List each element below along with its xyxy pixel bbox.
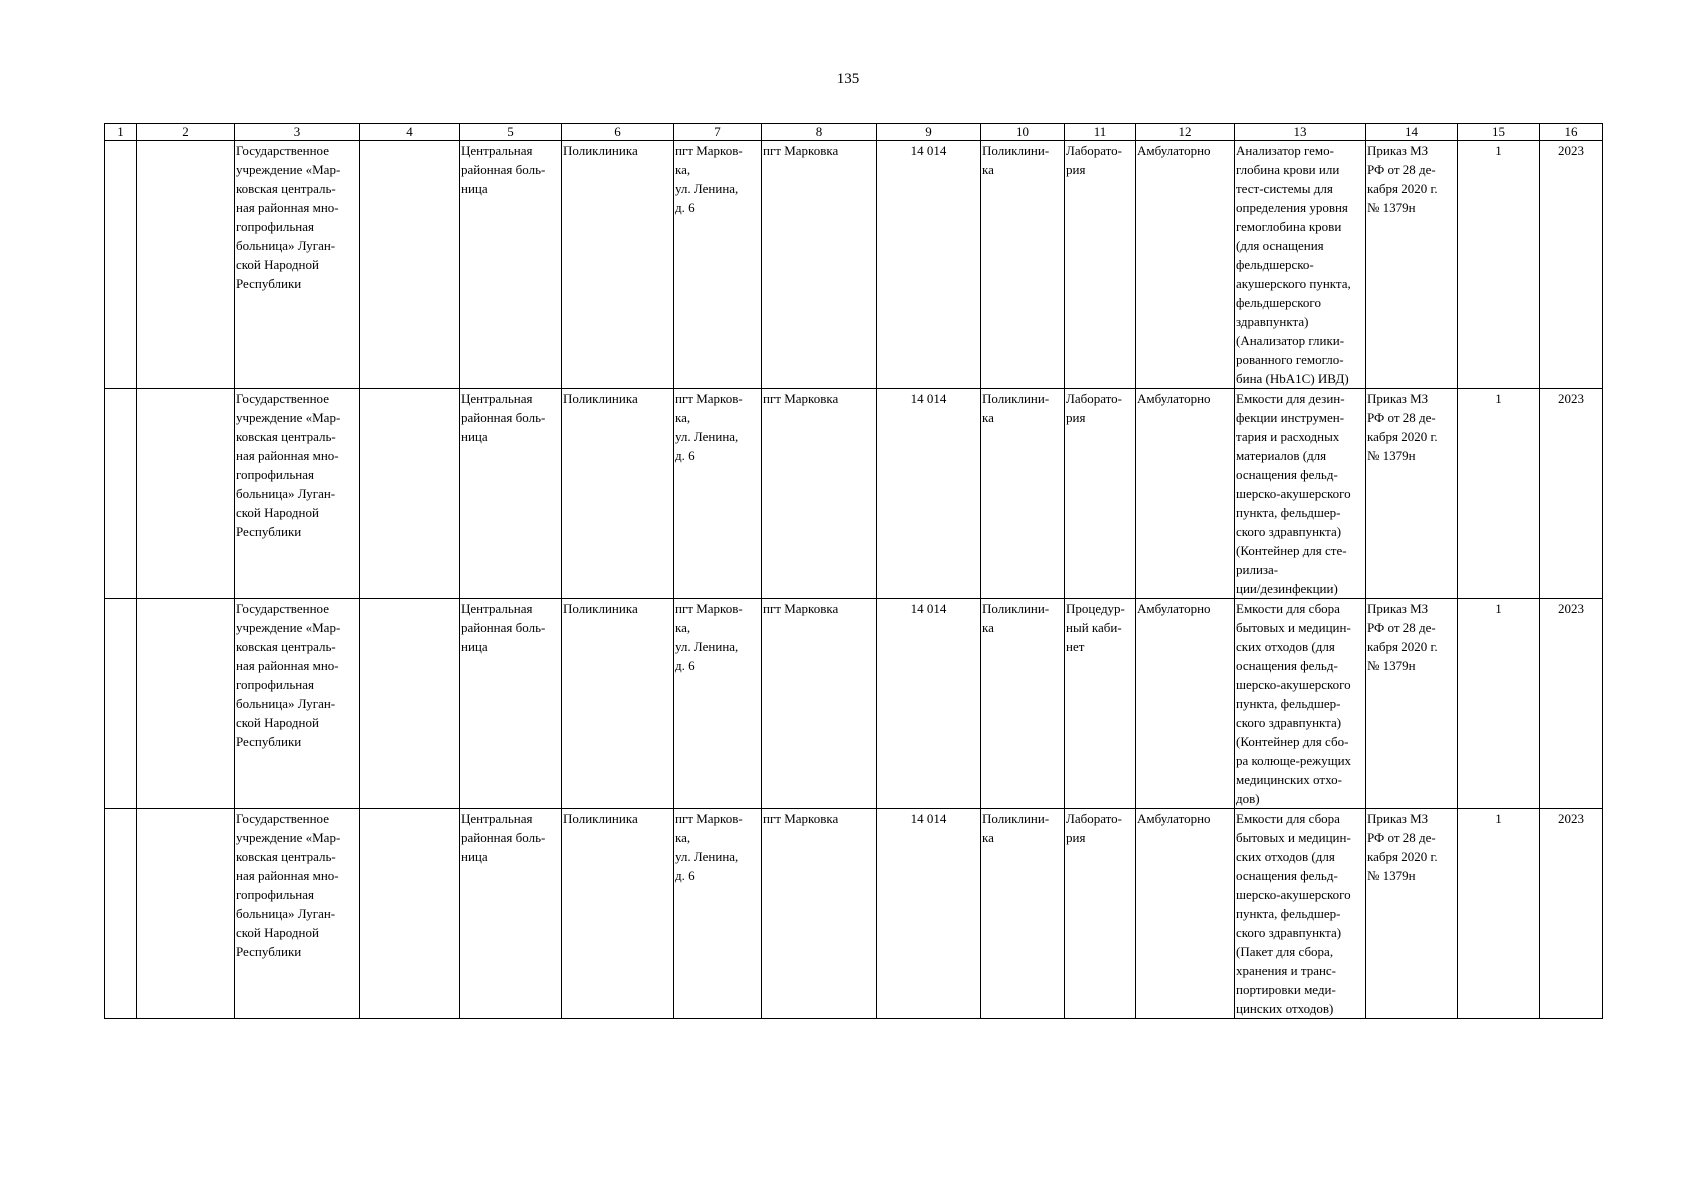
cell-line: пгт Марков- (675, 391, 743, 406)
cell-line: материалов (для (1236, 448, 1327, 463)
cell-line: Государственное (236, 143, 329, 158)
cell-equipment (1235, 809, 1366, 1019)
cell-unit (562, 141, 674, 389)
cell-line: Республики (236, 524, 302, 539)
cell-line: Поликлиника (563, 143, 638, 158)
cell-line: Лаборато- (1066, 143, 1122, 158)
cell-line: ского здравпункта) (1236, 715, 1342, 730)
cell-institution (235, 141, 360, 389)
cell-line: тария и расходных (1236, 429, 1340, 444)
column-header: 3 (235, 124, 360, 141)
cell-line: № 1379н (1367, 200, 1416, 215)
column-header: 2 (137, 124, 235, 141)
cell-line: ского здравпункта) (1236, 925, 1342, 940)
cell-line: ная районная мно- (236, 868, 339, 883)
column-header: 5 (460, 124, 562, 141)
cell-line: гопрофильная (236, 467, 314, 482)
cell-line: бытовых и медицин- (1236, 620, 1351, 635)
cell-line: цинских отходов) (1236, 1001, 1334, 1016)
cell-line: ница (461, 429, 488, 444)
cell-line: РФ от 28 де- (1367, 410, 1436, 425)
cell-line: рия (1066, 410, 1086, 425)
cell-line: ул. Ленина, (675, 429, 739, 444)
cell-line: медицинских отхо- (1236, 772, 1342, 787)
cell-line: Центральная (461, 143, 533, 158)
cell-line: гопрофильная (236, 219, 314, 234)
column-header: 9 (877, 124, 981, 141)
cell-number (105, 599, 137, 809)
cell-institution (235, 599, 360, 809)
cell-line: ка (982, 410, 994, 425)
cell-quantity: 1 (1458, 389, 1540, 599)
cell-line: пгт Марков- (675, 143, 743, 158)
cell-line: оснащения фельд- (1236, 467, 1338, 482)
cell-order (1366, 141, 1458, 389)
cell-line: шерско-акушерского (1236, 677, 1351, 692)
cell-quantity: 1 (1458, 599, 1540, 809)
cell-line: Лаборато- (1066, 391, 1122, 406)
cell-line: д. 6 (675, 200, 695, 215)
cell-line: кабря 2020 г. (1367, 639, 1438, 654)
cell-hospital-type (460, 389, 562, 599)
cell-col-4 (360, 599, 460, 809)
cell-line: Центральная (461, 391, 533, 406)
cell-line: ковская централь- (236, 181, 336, 196)
table-body (105, 141, 1603, 1019)
cell-line: РФ от 28 де- (1367, 830, 1436, 845)
cell-line: нет (1066, 639, 1085, 654)
cell-number (105, 389, 137, 599)
cell-line: гопрофильная (236, 677, 314, 692)
cell-line: оснащения фельд- (1236, 868, 1338, 883)
cell-oktmo-code: 14 014 (877, 141, 981, 389)
cell-line: РФ от 28 де- (1367, 162, 1436, 177)
cell-line: Государственное (236, 391, 329, 406)
cell-line: учреждение «Мар- (236, 410, 341, 425)
cell-line: Приказ МЗ (1367, 811, 1429, 826)
cell-line: гемоглобина крови (1236, 219, 1342, 234)
cell-address (674, 141, 762, 389)
cell-line: Центральная (461, 811, 533, 826)
cell-line: ка, (675, 830, 691, 845)
cell-institution (235, 389, 360, 599)
cell-line: Лаборато- (1066, 811, 1122, 826)
cell-care-type (1136, 809, 1235, 1019)
cell-line: ковская централь- (236, 429, 336, 444)
cell-line: № 1379н (1367, 868, 1416, 883)
column-header: 14 (1366, 124, 1458, 141)
cell-line: шерско-акушерского (1236, 486, 1351, 501)
cell-year: 2023 (1540, 809, 1603, 1019)
cell-line: ского здравпункта) (1236, 524, 1342, 539)
cell-line: кабря 2020 г. (1367, 181, 1438, 196)
column-header: 6 (562, 124, 674, 141)
cell-line: Процедур- (1066, 601, 1125, 616)
cell-unit (562, 809, 674, 1019)
cell-line: ка (982, 830, 994, 845)
cell-address (674, 809, 762, 1019)
cell-order (1366, 599, 1458, 809)
cell-line: ная районная мно- (236, 448, 339, 463)
cell-address (674, 599, 762, 809)
cell-room (1065, 809, 1136, 1019)
cell-line: ница (461, 181, 488, 196)
cell-unit (562, 389, 674, 599)
column-header: 1 (105, 124, 137, 141)
cell-care-type (1136, 599, 1235, 809)
cell-line: Приказ МЗ (1367, 601, 1429, 616)
cell-line: оснащения фельд- (1236, 658, 1338, 673)
column-header: 16 (1540, 124, 1603, 141)
cell-line: больница» Луган- (236, 486, 336, 501)
cell-line: дов) (1236, 791, 1260, 806)
cell-line: ная районная мно- (236, 658, 339, 673)
cell-line: Поликлиника (563, 811, 638, 826)
cell-line: рия (1066, 162, 1086, 177)
cell-line: Амбулаторно (1137, 391, 1211, 406)
cell-hospital-type (460, 809, 562, 1019)
cell-line: Поликлини- (982, 143, 1050, 158)
cell-year: 2023 (1540, 389, 1603, 599)
cell-line: ковская централь- (236, 639, 336, 654)
cell-oktmo-code: 14 014 (877, 389, 981, 599)
cell-line: (Контейнер для сбо- (1236, 734, 1349, 749)
column-header: 11 (1065, 124, 1136, 141)
cell-line: ской Народной (236, 257, 319, 272)
cell-line: ской Народной (236, 925, 319, 940)
cell-line: ный каби- (1066, 620, 1122, 635)
cell-line: ул. Ленина, (675, 849, 739, 864)
cell-line: ковская централь- (236, 849, 336, 864)
cell-line: ской Народной (236, 715, 319, 730)
cell-address (674, 389, 762, 599)
table-row (105, 599, 1603, 809)
cell-col-2 (137, 809, 235, 1019)
cell-line: Поликлиника (563, 601, 638, 616)
cell-department (981, 389, 1065, 599)
cell-line: больница» Луган- (236, 696, 336, 711)
cell-department (981, 141, 1065, 389)
cell-col-4 (360, 389, 460, 599)
cell-line: Республики (236, 944, 302, 959)
cell-line: глобина крови или (1236, 162, 1340, 177)
cell-line: ка (982, 620, 994, 635)
cell-line: пункта, фельдшер- (1236, 696, 1341, 711)
cell-line: № 1379н (1367, 448, 1416, 463)
equipment-table (104, 123, 1603, 1019)
cell-equipment (1235, 141, 1366, 389)
cell-line: акушерского пункта, (1236, 276, 1351, 291)
cell-settlement (762, 599, 877, 809)
cell-line: районная боль- (461, 620, 546, 635)
cell-room (1065, 599, 1136, 809)
cell-line: Амбулаторно (1137, 811, 1211, 826)
cell-line: пгт Марков- (675, 601, 743, 616)
cell-room (1065, 141, 1136, 389)
cell-line: Центральная (461, 601, 533, 616)
cell-col-2 (137, 599, 235, 809)
cell-line: ских отходов (для (1236, 849, 1335, 864)
cell-line: гопрофильная (236, 887, 314, 902)
cell-department (981, 809, 1065, 1019)
cell-line: районная боль- (461, 410, 546, 425)
cell-line: № 1379н (1367, 658, 1416, 673)
cell-line: ница (461, 849, 488, 864)
cell-line: шерско-акушерского (1236, 887, 1351, 902)
cell-line: ка (982, 162, 994, 177)
cell-line: ка, (675, 410, 691, 425)
cell-department (981, 599, 1065, 809)
cell-line: (для оснащения (1236, 238, 1324, 253)
cell-line: ра колюще-режущих (1236, 753, 1352, 768)
table-row (105, 389, 1603, 599)
cell-line: ул. Ленина, (675, 181, 739, 196)
table-row (105, 809, 1603, 1019)
cell-line: пгт Марковка (763, 391, 839, 406)
cell-settlement (762, 141, 877, 389)
cell-line: бытовых и медицин- (1236, 830, 1351, 845)
cell-line: Республики (236, 734, 302, 749)
cell-line: ная районная мно- (236, 200, 339, 215)
cell-line: кабря 2020 г. (1367, 849, 1438, 864)
cell-oktmo-code: 14 014 (877, 599, 981, 809)
cell-quantity: 1 (1458, 141, 1540, 389)
cell-line: Емкости для дезин- (1236, 391, 1345, 406)
cell-line: определения уровня (1236, 200, 1348, 215)
cell-equipment (1235, 389, 1366, 599)
column-header: 15 (1458, 124, 1540, 141)
cell-line: РФ от 28 де- (1367, 620, 1436, 635)
cell-line: Поликлини- (982, 811, 1050, 826)
cell-year: 2023 (1540, 141, 1603, 389)
cell-line: районная боль- (461, 162, 546, 177)
cell-line: Приказ МЗ (1367, 391, 1429, 406)
cell-line: хранения и транс- (1236, 963, 1337, 978)
cell-line: рованного гемогло- (1236, 352, 1344, 367)
cell-line: д. 6 (675, 658, 695, 673)
cell-line: районная боль- (461, 830, 546, 845)
page-number: 135 (836, 71, 860, 87)
cell-hospital-type (460, 141, 562, 389)
cell-line: больница» Луган- (236, 906, 336, 921)
cell-quantity: 1 (1458, 809, 1540, 1019)
cell-care-type (1136, 389, 1235, 599)
cell-line: рия (1066, 830, 1086, 845)
cell-line: Государственное (236, 601, 329, 616)
cell-line: ской Народной (236, 505, 319, 520)
column-header: 12 (1136, 124, 1235, 141)
table-row (105, 141, 1603, 389)
cell-year: 2023 (1540, 599, 1603, 809)
cell-equipment (1235, 599, 1366, 809)
cell-line: Поликлини- (982, 391, 1050, 406)
cell-line: Емкости для сбора (1236, 811, 1340, 826)
column-header: 10 (981, 124, 1065, 141)
cell-line: учреждение «Мар- (236, 830, 341, 845)
cell-line: ка, (675, 162, 691, 177)
cell-line: Амбулаторно (1137, 601, 1211, 616)
cell-room (1065, 389, 1136, 599)
cell-line: бина (HbA1C) ИВД) (1236, 371, 1349, 386)
cell-order (1366, 389, 1458, 599)
cell-line: Государственное (236, 811, 329, 826)
cell-line: ских отходов (для (1236, 639, 1335, 654)
cell-line: фельдшерского (1236, 295, 1321, 310)
cell-settlement (762, 809, 877, 1019)
cell-line: (Анализатор глики- (1236, 333, 1345, 348)
column-header: 4 (360, 124, 460, 141)
cell-line: Емкости для сбора (1236, 601, 1340, 616)
cell-unit (562, 599, 674, 809)
cell-line: (Пакет для сбора, (1236, 944, 1334, 959)
cell-line: пгт Марковка (763, 601, 839, 616)
cell-col-4 (360, 809, 460, 1019)
cell-order (1366, 809, 1458, 1019)
cell-col-2 (137, 141, 235, 389)
cell-line: кабря 2020 г. (1367, 429, 1438, 444)
cell-line: рилиза- (1236, 562, 1279, 577)
cell-oktmo-code: 14 014 (877, 809, 981, 1019)
cell-line: пункта, фельдшер- (1236, 505, 1341, 520)
cell-line: ции/дезинфекции) (1236, 581, 1338, 596)
cell-line: Амбулаторно (1137, 143, 1211, 158)
cell-number (105, 809, 137, 1019)
cell-line: Поликлиника (563, 391, 638, 406)
cell-line: Поликлини- (982, 601, 1050, 616)
cell-institution (235, 809, 360, 1019)
cell-line: здравпункта) (1236, 314, 1309, 329)
cell-line: Республики (236, 276, 302, 291)
cell-number (105, 141, 137, 389)
cell-hospital-type (460, 599, 562, 809)
cell-col-2 (137, 389, 235, 599)
cell-line: учреждение «Мар- (236, 162, 341, 177)
column-header: 7 (674, 124, 762, 141)
cell-line: пгт Марковка (763, 143, 839, 158)
cell-line: портировки меди- (1236, 982, 1336, 997)
cell-line: Приказ МЗ (1367, 143, 1429, 158)
cell-settlement (762, 389, 877, 599)
cell-line: учреждение «Мар- (236, 620, 341, 635)
cell-line: пункта, фельдшер- (1236, 906, 1341, 921)
cell-line: (Контейнер для сте- (1236, 543, 1347, 558)
cell-line: тест-системы для (1236, 181, 1333, 196)
cell-line: больница» Луган- (236, 238, 336, 253)
cell-line: пгт Марков- (675, 811, 743, 826)
cell-line: пгт Марковка (763, 811, 839, 826)
cell-line: Анализатор гемо- (1236, 143, 1334, 158)
cell-col-4 (360, 141, 460, 389)
cell-line: ул. Ленина, (675, 639, 739, 654)
cell-care-type (1136, 141, 1235, 389)
column-header: 8 (762, 124, 877, 141)
column-header: 13 (1235, 124, 1366, 141)
cell-line: фельдшерско- (1236, 257, 1314, 272)
cell-line: д. 6 (675, 868, 695, 883)
cell-line: ница (461, 639, 488, 654)
cell-line: ка, (675, 620, 691, 635)
column-number-row (105, 124, 1603, 141)
cell-line: фекции инструмен- (1236, 410, 1345, 425)
cell-line: д. 6 (675, 448, 695, 463)
